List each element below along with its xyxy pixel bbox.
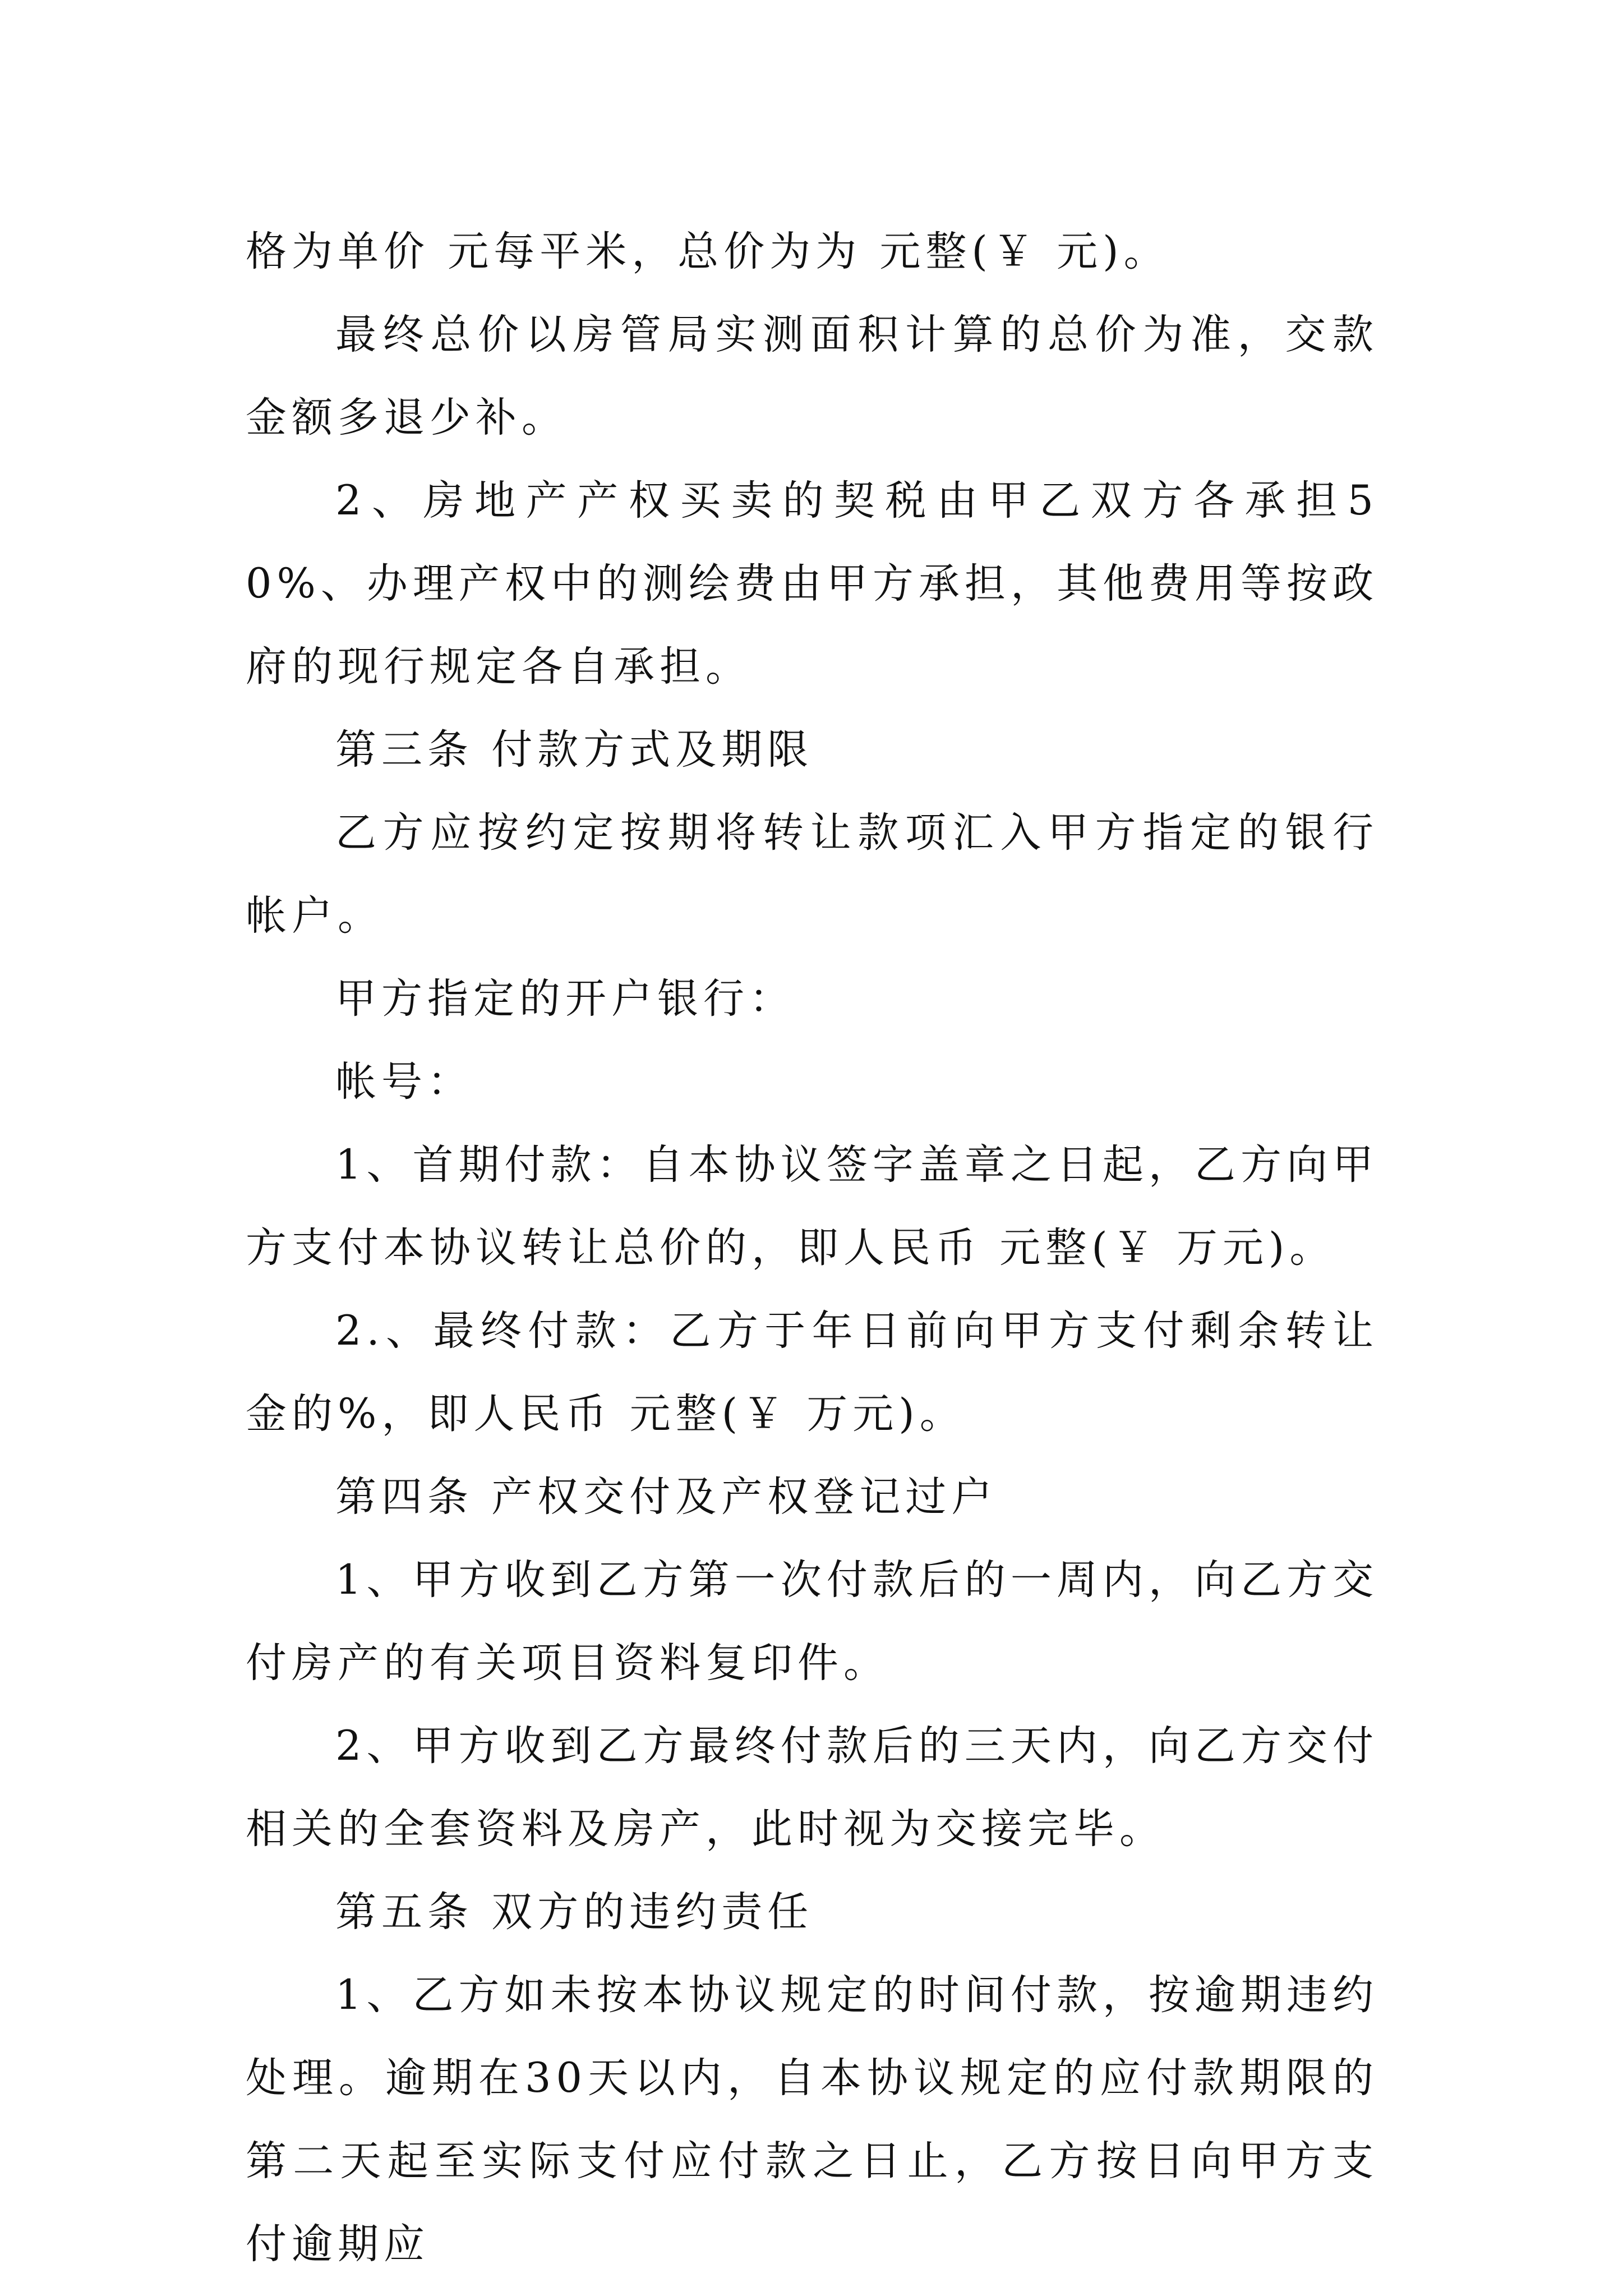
section-heading-article-4: 第四条 产权交付及产权登记过户 bbox=[335, 1473, 998, 1521]
paragraph-late-payment-liability: 1、乙方如未按本协议规定的时间付款，按逾期违约处理。逾期在30天以内，自本协议规定的应付款期限的第二天起至实际支付应付款之日止，乙方按日向甲方支付逾期应 bbox=[246, 1971, 1378, 2268]
paragraph-property-handover: 2、甲方收到乙方最终付款后的三天内，向乙方交付相关的全套资料及房产，此时视为交接完毕。 bbox=[246, 1722, 1378, 1853]
paragraph-first-payment: 1、首期付款：自本协议签字盖章之日起，乙方向甲方支付本协议转让总价的，即人民币 元整(￥ 万元)。 bbox=[246, 1141, 1378, 1272]
paragraph-final-payment: 2.、最终付款：乙方于年日前向甲方支付剩余转让金的%，即人民币 元整(￥ 万元)。 bbox=[246, 1307, 1378, 1438]
paragraph-final-price: 最终总价以房管局实测面积计算的总价为准，交款金额多退少补。 bbox=[246, 311, 1378, 441]
paragraph-taxes-fees: 2、房地产产权买卖的契税由甲乙双方各承担50%、办理产权中的测绘费由甲方承担，其他费用等按政府的现行规定各自承担。 bbox=[246, 477, 1378, 691]
section-heading-article-3: 第三条 付款方式及期限 bbox=[335, 726, 814, 774]
paragraph-price-continued: 格为单价 元每平米，总价为为 元整(￥ 元)。 bbox=[246, 228, 1170, 275]
field-account-number: 帐号： bbox=[335, 1058, 473, 1106]
paragraph-document-delivery: 1、甲方收到乙方第一次付款后的一周内，向乙方交付房产的有关项目资料复印件。 bbox=[246, 1556, 1378, 1687]
paragraph-payment-account: 乙方应按约定按期将转让款项汇入甲方指定的银行帐户。 bbox=[246, 809, 1378, 940]
document-body bbox=[246, 210, 1378, 2286]
section-heading-article-5: 第五条 双方的违约责任 bbox=[335, 1888, 814, 1936]
field-designated-bank: 甲方指定的开户银行： bbox=[335, 975, 795, 1023]
